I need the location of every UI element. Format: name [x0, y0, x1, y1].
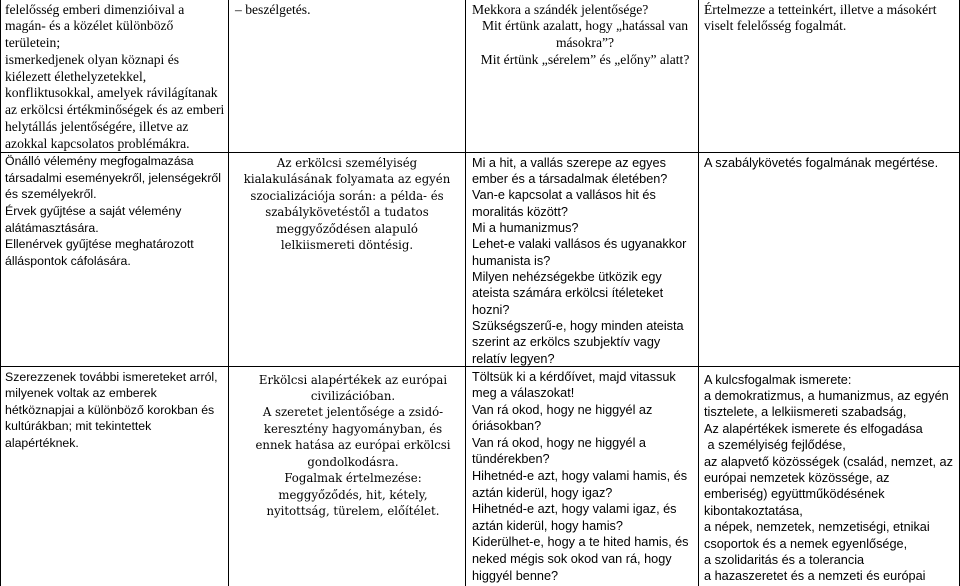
cell-r1-c1 [0, 0, 229, 153]
text-line: Van rá okod, hogy ne higgyél az [472, 402, 653, 417]
text-line: Erkölcsi alapértékek az európai [258, 372, 448, 387]
text-line: civilizációban. [310, 388, 396, 403]
text-line: a népek, nemzetek, nemzetiségi, etnikai [704, 520, 930, 535]
text-line: a demokratizmus, a humanizmus, az egyén [704, 388, 949, 403]
text-line: a szolidaritás és a tolerancia [704, 552, 865, 567]
text-line: tisztelete, a lelkiismereti szabadság, [704, 405, 907, 420]
text-line: relatív legyen? [472, 351, 555, 366]
text-line: Az alapértékek ismerete és elfogadása [704, 421, 923, 436]
text-line: óriásokban? [472, 419, 542, 434]
text-line: az alapvető közösségek (család, nemzet, az [704, 454, 953, 469]
text-line: ismerkedjenek olyan köznapi és [5, 51, 180, 67]
text-line: azokkal kapcsolatos problémákra. [5, 135, 190, 151]
text-line: ennek hatása az európai erkölcsi [255, 438, 451, 453]
text-line: és személyekről. [5, 187, 97, 202]
text-line: másokra”? [555, 35, 615, 50]
cell-r2-c3 [466, 153, 699, 367]
text-line: moralitás között? [472, 204, 568, 219]
text-line: lelkiismereti döntésig. [280, 238, 414, 253]
cell-r1-c3 [466, 0, 699, 153]
text-line: kiélezett élethelyzetekkel, [5, 68, 147, 84]
text-line: aztán kiderül, hogy igaz? [472, 485, 613, 500]
text-line: Lehet-e valaki vallásos és ugyanakkor [472, 237, 687, 252]
cell-r3-c4 [699, 367, 960, 586]
text-line: magán- és a közélet különböző [5, 18, 174, 34]
text-line: Mi a humanizmus? [472, 220, 579, 235]
text-line: szerint az erkölcs szubjektív vagy [472, 335, 661, 350]
cell-r2-c4 [699, 153, 960, 367]
text-line: meg a válaszokat! [472, 386, 575, 401]
text-line: ember és a társadalmak életében? [472, 171, 668, 186]
text-line: Mit értünk „sérelem” és „előny” alatt? [480, 51, 690, 67]
text-line: Önálló vélemény megfogalmazása [5, 154, 194, 168]
text-line: meggyőződésen alapuló [276, 221, 418, 236]
text-line: keresztény hagyományban, és [263, 421, 443, 436]
text-line: kialakulásának folyamata az egyén [243, 172, 451, 187]
text-line: az erkölcsi értékminőségek és az emberi [5, 102, 225, 117]
cell-r3-c1 [0, 367, 229, 586]
text-line: Fogalmak értelmezése: [284, 471, 422, 486]
text-line: Szerezzenek további ismereteket arról, [5, 369, 218, 384]
text-line: a személyiség fejlődése, [704, 438, 846, 453]
text-line: hétköznapjai a különböző korokban és [5, 402, 215, 417]
text-line: A szeretet jelentősége a zsidó- [262, 405, 444, 420]
text-line: álláspontok cáfolására. [5, 253, 131, 268]
text-line: Mit értünk azalatt, hogy „hatással van [481, 18, 689, 34]
text-line: Értelmezze a tetteinkért, illetve a másokért [704, 1, 937, 17]
text-line: higgyél benne? [472, 568, 559, 583]
text-line: nyitottság, türelem, előítélet. [266, 504, 440, 519]
text-line: A kulcsfogalmak ismerete: [704, 372, 852, 387]
text-line: aztán kiderül, hogy hamis? [472, 518, 623, 533]
text-line: alapértéknek. [5, 436, 79, 451]
text-line: hozni? [472, 302, 510, 317]
text-line: szabálykövetéstől a tudatos [265, 205, 429, 220]
text-line: európai nemzetek közössége, az [704, 470, 890, 485]
text-line: helytállás jelentőségére, illetve az [5, 118, 189, 134]
text-line: Kiderülhet-e, hogy a te hited hamis, és [472, 535, 689, 550]
text-line: A szabálykövetés fogalmának megértése. [704, 155, 939, 170]
text-line: viselt felelősség fogalmát. [704, 18, 847, 34]
text-line: neked mégis sok okod van rá, hogy [472, 552, 672, 567]
text-line: tündérekben? [472, 452, 550, 467]
text-line: Mekkora a szándék jelentősége? [472, 1, 649, 17]
cell-r2-c2 [229, 153, 466, 367]
text-line: Érvek gyűjtése a saját vélemény [5, 203, 182, 218]
text-line: Az erkölcsi személyiség [276, 156, 418, 170]
text-line: milyenek voltak az emberek [5, 386, 157, 401]
text-line: Hihetnéd-e azt, hogy valami hamis, és [472, 469, 688, 484]
text-line: alátámasztására. [5, 220, 99, 235]
text-line: gondolkodásra. [307, 454, 399, 469]
text-line: Szükségszerű-e, hogy minden ateista [472, 318, 684, 333]
text-line: társadalmi eseményekről, jelenségekről [5, 170, 221, 185]
cell-r3-c2 [229, 367, 466, 586]
text-line: ateista számára erkölcsi ítéleteket [472, 286, 664, 301]
text-line: kultúrákban; mit tekintettek [5, 419, 152, 434]
text-line: felelősség emberi dimenzióival a [5, 1, 185, 17]
cell-r1-c4 [699, 0, 960, 153]
text-line: Ellenérvek gyűjtése meghatározott [5, 237, 194, 252]
text-line: Van rá okod, hogy ne higgyél a [472, 435, 646, 450]
text-line: Van-e kapcsolat a vallásos hit és [472, 188, 656, 203]
cell-r1-c2 [229, 0, 466, 153]
text-line: meggyőződés, hit, kétely, [278, 487, 428, 502]
text-line: Töltsük ki a kérdőívet, majd vitassuk [472, 369, 676, 384]
text-line: konfliktusokkal, amelyek rávilágítanak [5, 85, 218, 101]
text-line: Milyen nehézségekbe ütközik egy [472, 269, 662, 284]
text-line: területein; [5, 35, 61, 50]
text-line: csoportok és a nemek egyenlősége, [704, 536, 908, 551]
cell-r3-c3 [466, 367, 699, 586]
text-line: szocializációja során: a példa- és [250, 188, 444, 203]
text-line: a hazaszeretet és a nemzeti és európai [704, 569, 926, 584]
text-line: – beszélgetés. [235, 1, 311, 17]
text-line: humanista is? [472, 253, 551, 268]
text-line: Mi a hit, a vallás szerepe az egyes [472, 155, 666, 170]
text-line: Hihetnéd-e azt, hogy valami igaz, és [472, 502, 677, 517]
cell-r2-c1 [0, 153, 229, 367]
text-line: kibontakoztatása, [704, 503, 803, 518]
text-line: emberiség) együttműködésének [704, 487, 885, 502]
